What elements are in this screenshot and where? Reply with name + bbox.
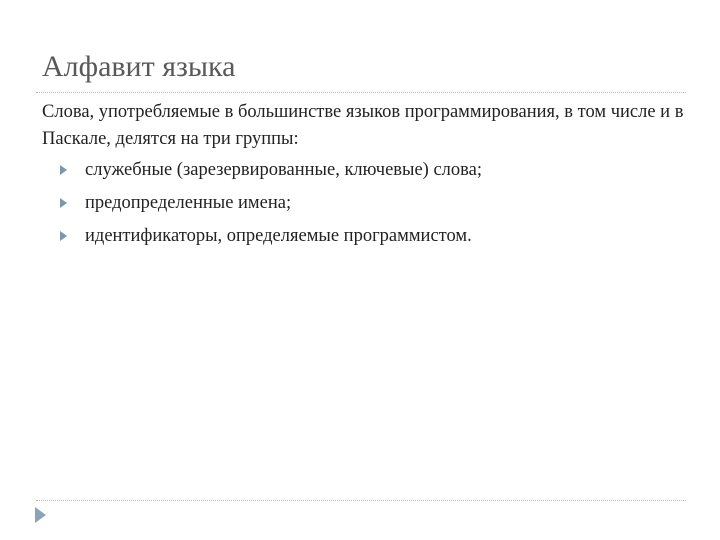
list-item-text: служебные (зарезервированные, ключевые) слова;	[85, 160, 482, 180]
list-item-text: предопределенные имена;	[85, 193, 292, 213]
footer-divider	[36, 500, 686, 501]
title-divider	[36, 92, 686, 93]
triangle-bullet-icon	[60, 231, 67, 241]
list-item-text: идентификаторы, определяемые программистом.	[85, 226, 472, 246]
slide-content	[42, 99, 692, 253]
intro-paragraph: Слова, употребляемые в большинстве языков программирования, в том числе и в Паскале, делятся на три группы:	[42, 102, 684, 149]
list-item	[42, 187, 692, 220]
slide-title: Алфавит языка	[42, 50, 236, 83]
list-item	[42, 220, 692, 253]
list-item	[42, 154, 692, 187]
triangle-bullet-icon	[60, 165, 67, 175]
bullet-list	[42, 154, 692, 253]
play-arrow-icon[interactable]	[35, 507, 46, 523]
triangle-bullet-icon	[60, 198, 67, 208]
